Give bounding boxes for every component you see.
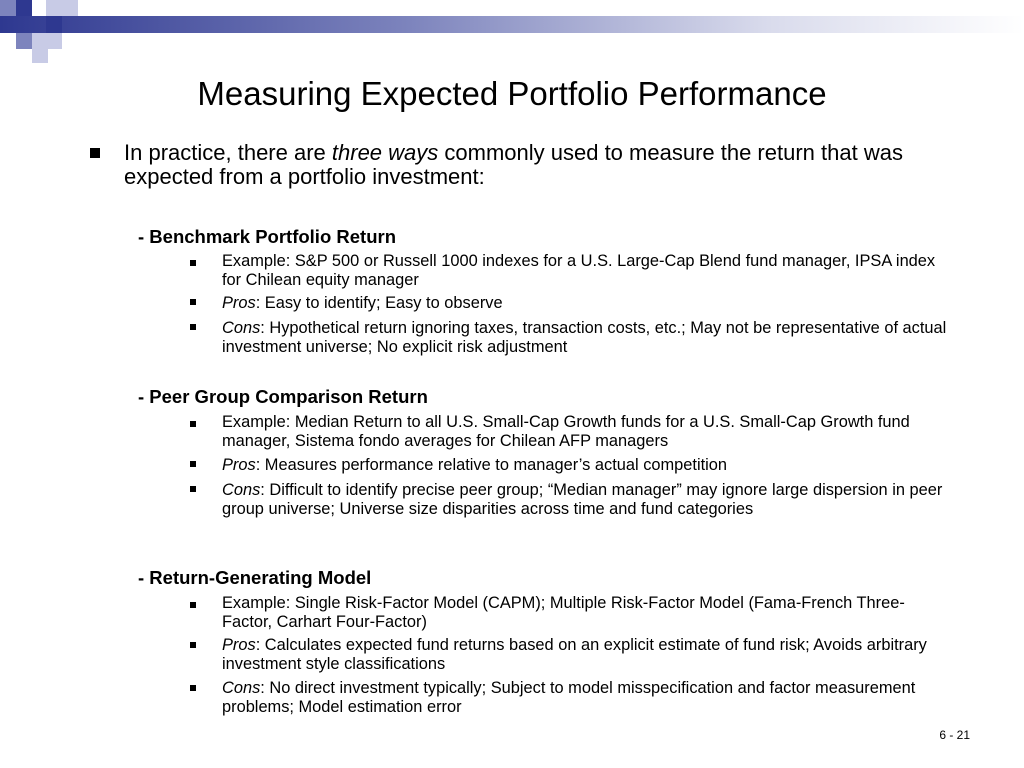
- sub-bullet-icon: [190, 685, 196, 691]
- list-item: Example: Median Return to all U.S. Small-Cap Growth funds for a U.S. Small-Cap Growth fund manager, Sistema fondo averages for Chilean AFP managers: [222, 413, 910, 450]
- section-heading-benchmark: - Benchmark Portfolio Return: [138, 226, 396, 247]
- list-item: Pros: Measures performance relative to manager’s actual competition: [222, 456, 728, 474]
- section-heading-return-model: - Return-Generating Model: [138, 567, 372, 588]
- corner-square-accent: [46, 16, 62, 33]
- list-item: Example: Single Risk-Factor Model (CAPM); Multiple Risk-Factor Model (Fama-French Three-Factor, Carhart Four-Factor): [222, 594, 905, 631]
- intro-paragraph: [124, 141, 954, 189]
- sub-bullet-icon: [190, 461, 196, 467]
- slide-title: Measuring Expected Portfolio Performance: [197, 75, 827, 112]
- intro-pre: In practice, there are: [124, 140, 332, 165]
- intro-post: commonly used to measure the return that was expected from a portfolio investment:: [124, 140, 903, 189]
- list-item: Pros: Calculates expected fund returns based on an explicit estimate of fund risk; Avoids arbitrary investment style classifications: [222, 636, 927, 673]
- sub-bullet-icon: [190, 260, 196, 266]
- list-item: Cons: No direct investment typically; Subject to model misspecification and factor measurement problems; Model estimation error: [222, 679, 916, 716]
- sub-bullet-icon: [190, 602, 196, 608]
- list-item: Cons: Hypothetical return ignoring taxes, transaction costs, etc.; May not be representative of actual investment universe; No explicit risk adjustment: [222, 319, 947, 356]
- list-item: Example: S&P 500 or Russell 1000 indexes for a U.S. Large-Cap Blend fund manager, IPSA index for Chilean equity manager: [222, 252, 936, 289]
- sub-bullet-icon: [190, 324, 196, 330]
- section-heading-peer-group: - Peer Group Comparison Return: [138, 386, 428, 407]
- header-gradient-band: [0, 16, 1024, 33]
- main-bullet-icon: [90, 148, 100, 158]
- sub-bullet-icon: [190, 642, 196, 648]
- sub-bullet-icon: [190, 299, 196, 305]
- sub-bullet-icon: [190, 486, 196, 492]
- sub-bullet-icon: [190, 421, 196, 427]
- list-item: Cons: Difficult to identify precise peer group; “Median manager” may ignore large dispersion in peer group universe; Universe size disparities across time and fund categories: [222, 481, 943, 518]
- page-number: 6 - 21: [939, 728, 970, 742]
- list-item: Pros: Easy to identify; Easy to observe: [222, 294, 503, 312]
- intro-emphasis: three ways: [331, 140, 439, 165]
